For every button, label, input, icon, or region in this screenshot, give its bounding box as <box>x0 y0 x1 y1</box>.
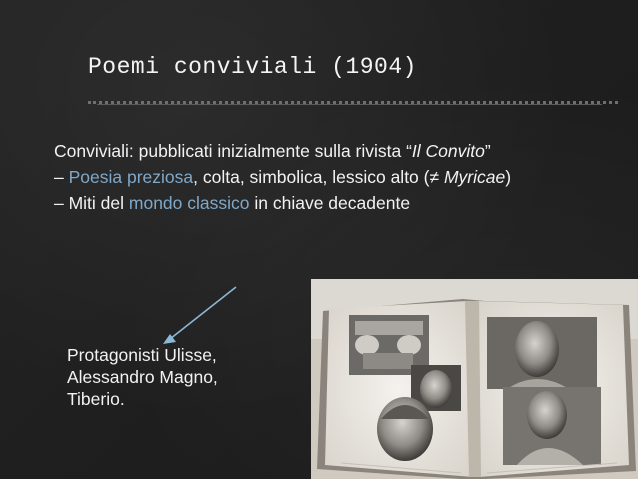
line-poesia-dash: – <box>54 167 69 187</box>
caption-line-3: Tiberio. <box>67 389 125 409</box>
book-photo <box>311 279 638 479</box>
caption-line-2: Alessandro Magno, <box>67 367 218 387</box>
poesia-preziosa-highlight: Poesia preziosa <box>68 167 194 187</box>
book-illustration <box>311 279 638 479</box>
line-poesia-text: , colta, simbolica, lessico alto (≠ <box>193 167 444 187</box>
face-photo <box>377 397 433 461</box>
caption-line-1: Protagonisti Ulisse, <box>67 345 217 365</box>
slide-title: Poemi conviviali (1904) <box>88 54 417 80</box>
bust-photo-bottom <box>503 387 601 465</box>
rivista-il-convito: Il Convito <box>411 141 485 161</box>
mondo-classico-highlight: mondo classico <box>128 193 250 213</box>
line-miti-text-1: – Miti del <box>54 193 129 213</box>
bust-photo-top <box>487 317 597 389</box>
line-miti-text-2: in chiave decadente <box>249 193 411 213</box>
myricae-title: Myricae <box>443 167 506 187</box>
line-poesia-close: ) <box>505 167 512 187</box>
line-conviviali-text-1: Conviviali: pubblicati inizialmente sulla rivista “ <box>54 141 412 161</box>
caption <box>67 344 297 410</box>
line-conviviali-text-2: ” <box>484 141 491 161</box>
